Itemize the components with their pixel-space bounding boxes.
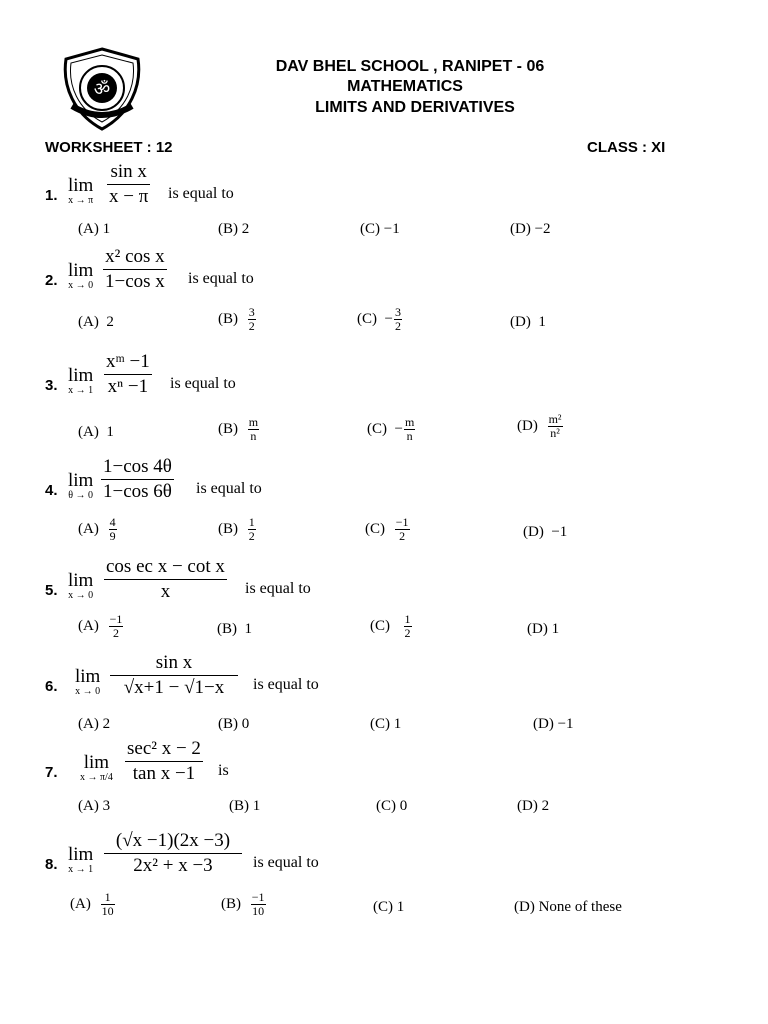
limit-expression: $\frac{1-\cos 4\theta}{1-\cos 6\theta}$ bbox=[103, 456, 172, 502]
option-a: (A) 3 bbox=[78, 798, 111, 814]
option-d: (D) 2 bbox=[517, 798, 550, 814]
subject-title: MATHEMATICS bbox=[347, 78, 463, 95]
option-d: (D) 1 bbox=[510, 314, 546, 330]
limit-expression: $\frac{\text{cos ec x − cot x}}{x}$ bbox=[106, 556, 225, 602]
option-d: (D) −1 bbox=[523, 524, 568, 540]
option-c: (C) 0 bbox=[376, 798, 408, 814]
limit-operator: lim x → 0 bbox=[75, 666, 101, 697]
question-number: 3. bbox=[45, 377, 58, 394]
question-tail: is equal to bbox=[168, 185, 234, 202]
option-d: (D) None of these bbox=[514, 899, 622, 915]
question-tail: is equal to bbox=[170, 375, 236, 392]
option-b: (B) 0 bbox=[218, 716, 250, 732]
option-b: (B) $\frac{-1}{10}$ bbox=[221, 890, 265, 919]
question-tail: is equal to bbox=[245, 580, 311, 597]
question-number: 1. bbox=[45, 187, 58, 204]
option-a: (A) 2 bbox=[78, 314, 114, 330]
limit-operator: lim x → 1 bbox=[68, 365, 94, 396]
option-b: (B) 1 bbox=[229, 798, 261, 814]
question-number: 6. bbox=[45, 678, 58, 695]
question-number: 7. bbox=[45, 764, 58, 781]
option-d: (D) −1 bbox=[533, 716, 574, 732]
worksheet-number: WORKSHEET : 12 bbox=[45, 139, 173, 156]
question-tail: is equal to bbox=[253, 676, 319, 693]
limit-operator: lim x → π/4 bbox=[80, 752, 113, 783]
option-c: (C) 1 bbox=[370, 716, 402, 732]
question-number: 4. bbox=[45, 482, 58, 499]
question-number: 8. bbox=[45, 856, 58, 873]
class-label: CLASS : XI bbox=[587, 139, 666, 156]
limit-operator: lim x → 0 bbox=[68, 570, 94, 601]
option-a: (A) 2 bbox=[78, 716, 111, 732]
option-d: (D) $\frac{\text{m²}}{\text{n²}}$ bbox=[517, 412, 562, 441]
limit-expression: $\frac{\text{xᵐ −1}}{\text{xⁿ −1}}$ bbox=[106, 351, 150, 397]
option-c: (C) − $\frac{m}{n}$ bbox=[367, 415, 415, 444]
option-b: (B) 2 bbox=[218, 221, 250, 237]
option-a: (A) $\frac{1}{10}$ bbox=[70, 890, 114, 919]
limit-expression: $\frac{\text{sin x}}{√x+1 - √1-x}$ bbox=[110, 653, 238, 698]
option-b: (B) $\frac{3}{2}$ bbox=[218, 305, 255, 334]
option-b: (B) $\frac{m}{n}$ bbox=[218, 415, 259, 444]
option-a: (A) $\frac{4}{9}$ bbox=[78, 515, 116, 544]
limit-operator: lim x → 0 bbox=[68, 260, 94, 291]
topic-title: LIMITS AND DERIVATIVES bbox=[315, 99, 515, 116]
option-a: (A) $\frac{-1}{2}$ bbox=[78, 612, 123, 641]
option-a: (A) 1 bbox=[78, 221, 111, 237]
limit-expression: sec² x − 2 tan x −1 bbox=[127, 738, 201, 784]
question-number: 2. bbox=[45, 272, 58, 289]
option-a: (A) 1 bbox=[78, 424, 114, 440]
limit-operator: lim x → π bbox=[68, 175, 94, 206]
limit-operator: lim θ → 0 bbox=[68, 470, 94, 501]
question-tail: is bbox=[218, 762, 229, 779]
question-tail: is equal to bbox=[188, 270, 254, 287]
question-tail: is equal to bbox=[196, 480, 262, 497]
school-name: DAV BHEL SCHOOL , RANIPET - 06 bbox=[275, 58, 545, 75]
option-c: (C) $\frac{1}{2}$ bbox=[370, 612, 411, 641]
limit-expression: $\frac{(√x -1)(2x -3)}{\text{2x² + x −3}}$ bbox=[104, 831, 242, 876]
option-c: (C) − $\frac{3}{2}$ bbox=[357, 305, 401, 334]
option-d: (D) 1 bbox=[527, 621, 560, 637]
question-tail: is equal to bbox=[253, 854, 319, 871]
option-d: (D) −2 bbox=[510, 221, 551, 237]
svg-text:ॐ: ॐ bbox=[93, 79, 111, 100]
limit-operator: lim x → 1 bbox=[68, 844, 94, 875]
school-logo bbox=[58, 46, 146, 132]
option-c: (C) $\frac{-1}{2}$ bbox=[365, 515, 409, 544]
question-number: 5. bbox=[45, 582, 58, 599]
option-c: (C) −1 bbox=[360, 221, 400, 237]
option-b: (B) $\frac{1}{2}$ bbox=[218, 515, 255, 544]
option-b: (B) 1 bbox=[217, 621, 252, 637]
limit-expression: $\frac{\text{sin x}}{x - \pi}$ bbox=[109, 161, 149, 207]
limit-expression: $\frac{\text{x² cos x}}{\text{1−cos x}}$ bbox=[105, 246, 165, 292]
option-c: (C) 1 bbox=[373, 899, 405, 915]
